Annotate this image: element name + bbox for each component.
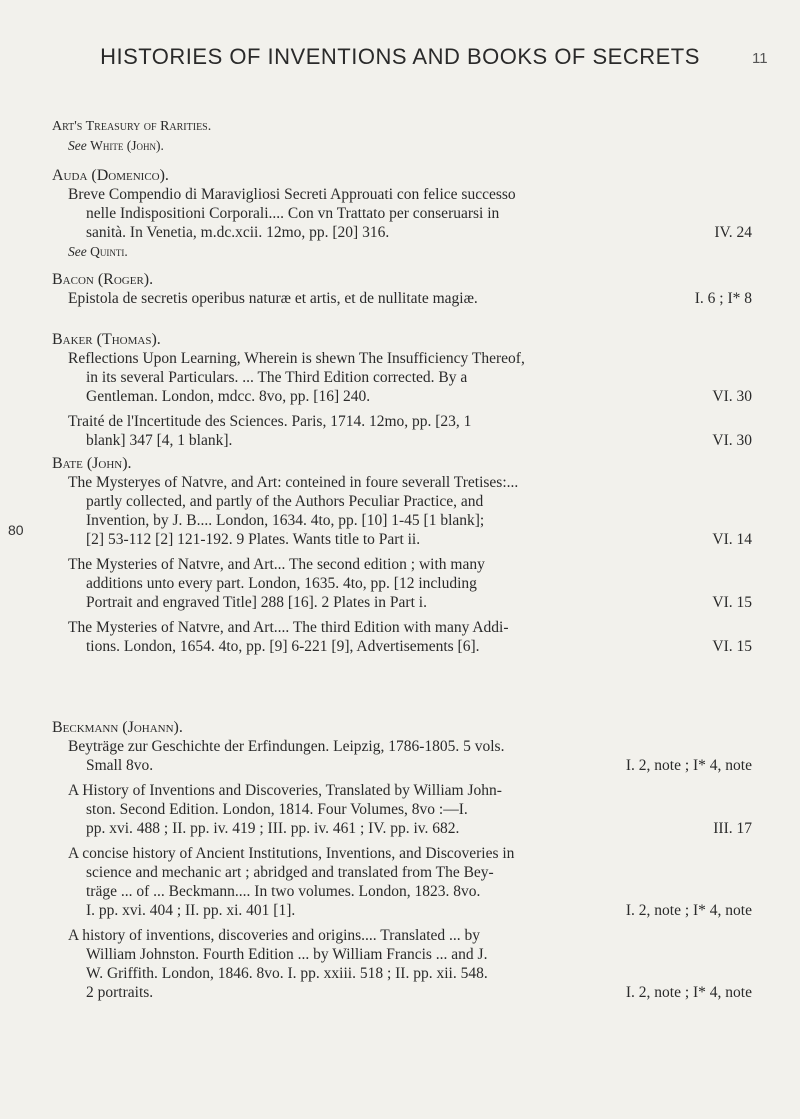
entry-heading: Art's Treasury of Rarities. [52, 119, 212, 134]
citation: VI. 15 [712, 638, 752, 655]
bibliographic-item: The Mysteries of Natvre, and Art... The second edition ; with many additions unto every part. London, 1635. 4to, pp. [12 including Portrait and engraved Title] 288 [16]. 2 Plates in Part i. VI. 15 [68, 556, 752, 611]
citation: VI. 15 [712, 594, 752, 611]
citation: VI. 14 [712, 531, 752, 548]
running-head: HISTORIES OF INVENTIONS AND BOOKS OF SECRETS [100, 44, 700, 69]
entry-heading: Baker (Thomas). [52, 331, 161, 348]
bibliographic-item: A concise history of Ancient Institutions, Inventions, and Discoveries in science and mechanic art ; abridged and translated from The Bey- träge ... of ... Beckmann.... In two volumes. London, 1823. 8vo. I. pp. xvi. 404 ; II. pp. xi. 401 [1]. I. 2, note ; I* 4, note [68, 845, 752, 919]
citation: I. 2, note ; I* 4, note [625, 902, 752, 919]
citation: I. 6 ; I* 8 [694, 290, 752, 307]
entry-beckmann [52, 718, 752, 1002]
citation: VI. 30 [712, 388, 752, 405]
see-reference: See White (John). [68, 138, 164, 153]
bibliographic-item: The Mysteries of Natvre, and Art.... The third Edition with many Addi- tions. London, 1654. 4to, pp. [9] 6-221 [9], Advertisements [6]. VI. 15 [68, 619, 752, 655]
see-reference: See Quinti. [68, 244, 128, 259]
bibliographic-item: Beyträge zur Geschichte der Erfindungen. Leipzig, 1786-1805. 5 vols. Small 8vo. I. 2, note ; I* 4, note [68, 738, 752, 774]
entry-heading: Auda (Domenico). [52, 167, 169, 184]
margin-line-number: 80 [8, 522, 24, 538]
bibliographic-item: Reflections Upon Learning, Wherein is shewn The Insufficiency Thereof, in its several Particulars. ... The Third Edition corrected. By a Gentleman. London, mdcc. 8vo, pp. [16] 240. VI. 30 [68, 350, 752, 405]
entry-baker [52, 330, 752, 450]
entry-bacon [52, 270, 752, 308]
bibliographic-item: A History of Inventions and Discoveries, Translated by William John- ston. Second Edition. London, 1814. Four Volumes, 8vo :—I. pp. xvi. 488 ; II. pp. iv. 419 ; III. pp. iv. 461 ; IV. pp. iv. 682. III. 17 [68, 782, 752, 837]
bibliographic-item: Epistola de secretis operibus naturæ et artis, et de nullitate magiæ. I. 6 ; I* 8 [68, 290, 752, 307]
citation: I. 2, note ; I* 4, note [625, 984, 752, 1001]
citation: IV. 24 [714, 224, 752, 241]
bibliographic-item: The Mysteryes of Natvre, and Art: conteined in foure severall Tretises:... partly collected, and partly of the Authors Peculiar Practice, and Invention, by J. B.... London, 1634. 4to, pp. [10] 1-45 [1 blank]; [2] 53-112 [2] 121-192. 9 Plates. Wants title to Part ii. VI. 14 [68, 474, 752, 548]
entry-heading: Beckmann (Johann). [52, 719, 183, 736]
bibliographic-item: Traité de l'Incertitude des Sciences. Paris, 1714. 12mo, pp. [23, 1 blank] 347 [4, 1 blank]. VI. 30 [68, 413, 752, 449]
bibliographic-item: A history of inventions, discoveries and origins.... Translated ... by William Johnston. Fourth Edition ... by William Francis ... and J. W. Griffith. London, 1846. 8vo. I. pp. xxiii. 518 ; II. pp. xii. 548. 2 portraits. I. 2, note ; I* 4, note [68, 927, 752, 1001]
citation: I. 2, note ; I* 4, note [625, 757, 752, 774]
citation: VI. 30 [712, 432, 752, 449]
page-number: 11 [752, 50, 768, 67]
entry-bate [52, 454, 752, 656]
citation: III. 17 [713, 820, 752, 837]
bibliographic-item: Breve Compendio di Maravigliosi Secreti Approuati con felice successo nelle Indispositioni Corporali.... Con vn Trattato per conseruarsi in sanità. In Venetia, m.dc.xcii. 12mo, pp. [20] 316. IV. 24 [68, 186, 752, 241]
entry-heading: Bate (John). [52, 455, 132, 472]
entry-arts-treasury [52, 117, 752, 155]
entry-auda [52, 166, 752, 261]
entry-heading: Bacon (Roger). [52, 271, 154, 288]
